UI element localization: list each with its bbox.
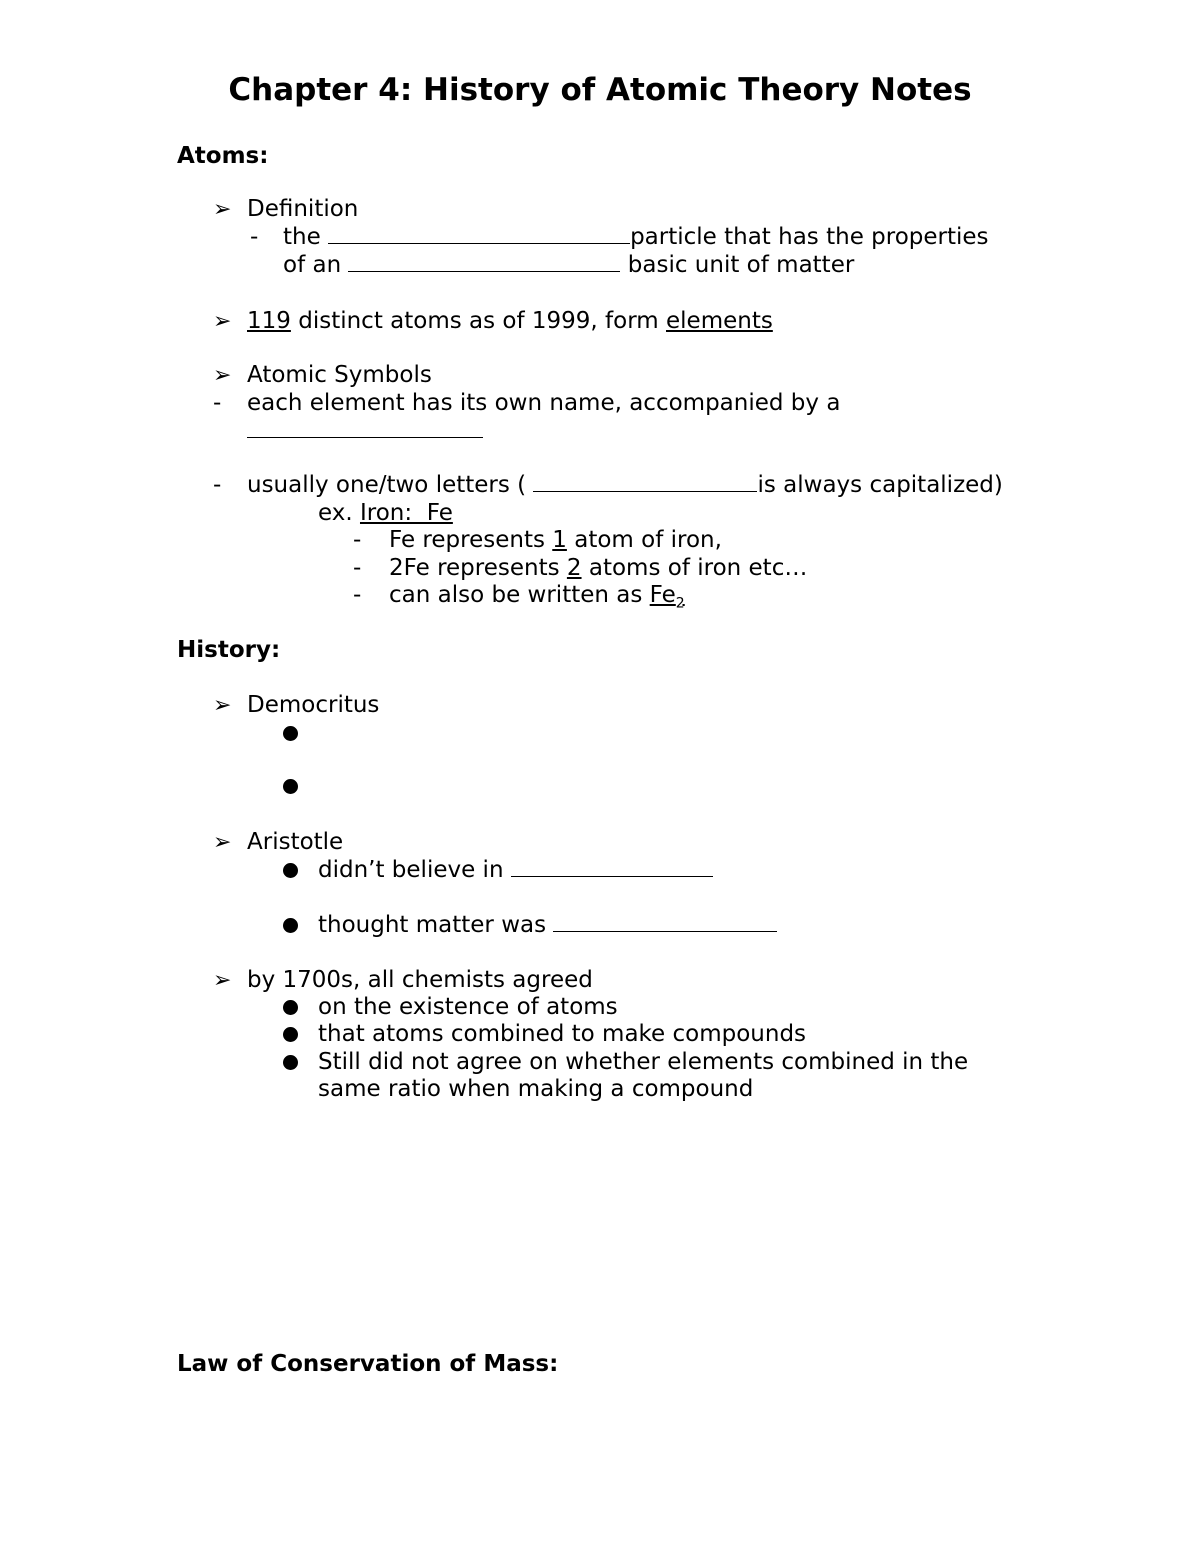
definition-line-2-prefix: of an <box>283 252 342 278</box>
history-heading: History: <box>177 637 281 663</box>
aristotle-label: Aristotle <box>247 829 344 855</box>
dash-marker: - <box>353 527 362 553</box>
example-term: Iron: Fe <box>359 500 453 526</box>
symbols-line-2-suffix: is always capitalized) <box>757 472 1003 498</box>
fill-blank-4 <box>533 471 757 492</box>
arrow-bullet-icon: ➢ <box>213 830 232 855</box>
fill-blank-6 <box>553 911 777 932</box>
definition-line-1 <box>283 223 989 251</box>
dash-marker: - <box>353 555 362 581</box>
definition-line-1-prefix: the <box>283 224 321 250</box>
example-line <box>318 499 453 527</box>
sub3-symbol: Fe <box>649 582 676 608</box>
arrow-bullet-icon: ➢ <box>213 363 232 388</box>
definition-line-2 <box>283 251 854 279</box>
example-sub-1 <box>389 526 722 554</box>
example-prefix: ex. <box>318 500 353 526</box>
sub2-prefix: 2Fe represents <box>389 555 560 581</box>
democritus-item <box>213 691 231 720</box>
dash-marker: - <box>353 582 362 608</box>
democritus-label: Democritus <box>247 692 380 718</box>
example-sub-2 <box>389 554 807 582</box>
page-title: Chapter 4: History of Atomic Theory Notes <box>228 72 972 108</box>
definition-line-1-suffix: particle that has the properties <box>630 224 989 250</box>
sub1-suffix: atom of iron, <box>574 527 722 553</box>
symbols-blank-line <box>247 417 483 445</box>
bullet-icon <box>283 863 298 878</box>
chemists-bullet-3-line-2: same ratio when making a compound <box>318 1076 754 1102</box>
definition-item <box>213 195 231 224</box>
chemists-bullet-3-line-1: Still did not agree on whether elements combined in the <box>318 1049 969 1075</box>
aristotle-bullet-2 <box>318 911 777 939</box>
bullet-icon <box>283 1000 298 1015</box>
fill-blank-3 <box>247 417 483 438</box>
symbols-line-2-prefix: usually one/two letters ( <box>247 472 527 498</box>
elements-term: elements <box>666 308 773 334</box>
dash-marker: - <box>213 472 222 498</box>
aristotle-item <box>213 828 231 857</box>
atomic-symbols-label: Atomic Symbols <box>247 362 432 388</box>
sub3-subscript: 2 <box>675 595 685 612</box>
fill-blank-5 <box>511 856 713 877</box>
distinct-atoms-line <box>247 307 773 335</box>
distinct-middle: distinct atoms as of 1999, form <box>298 308 659 334</box>
atom-count: 119 <box>247 308 291 334</box>
chemists-bullet-2: that atoms combined to make compounds <box>318 1021 807 1047</box>
sub3-term <box>649 582 685 612</box>
sub2-number: 2 <box>566 555 582 581</box>
symbols-line-2 <box>247 471 1003 499</box>
dash-marker: - <box>250 224 259 250</box>
arrow-bullet-icon: ➢ <box>213 309 232 334</box>
arrow-bullet-icon: ➢ <box>213 693 232 718</box>
sub1-number: 1 <box>552 527 567 553</box>
sub2-suffix: atoms of iron etc… <box>588 555 808 581</box>
sub3-prefix: can also be written as <box>389 582 643 608</box>
bullet-icon <box>283 1027 298 1042</box>
fill-blank-2 <box>348 251 620 272</box>
example-sub-3 <box>389 581 685 612</box>
aristotle-b2-text: thought matter was <box>318 912 547 938</box>
aristotle-b1-text: didn’t believe in <box>318 857 504 883</box>
sub1-prefix: Fe represents <box>389 527 545 553</box>
atoms-heading: Atoms: <box>177 143 269 169</box>
distinct-item <box>213 307 231 336</box>
symbols-item <box>213 361 231 390</box>
bullet-icon <box>283 779 298 794</box>
fill-blank-1 <box>328 223 630 244</box>
chemists-label: by 1700s, all chemists agreed <box>247 967 593 993</box>
arrow-bullet-icon: ➢ <box>213 968 232 993</box>
chemists-bullet-1: on the existence of atoms <box>318 994 618 1020</box>
bullet-icon <box>283 1055 298 1070</box>
definition-line-2-suffix: basic unit of matter <box>627 252 855 278</box>
symbols-line-1: each element has its own name, accompanied by a <box>247 390 841 416</box>
dash-marker: - <box>213 390 222 416</box>
conservation-heading: Law of Conservation of Mass: <box>177 1351 559 1377</box>
chemists-item <box>213 966 231 995</box>
arrow-bullet-icon: ➢ <box>213 197 232 222</box>
bullet-icon <box>283 918 298 933</box>
aristotle-bullet-1 <box>318 856 713 884</box>
definition-label: Definition <box>247 196 359 222</box>
bullet-icon <box>283 726 298 741</box>
